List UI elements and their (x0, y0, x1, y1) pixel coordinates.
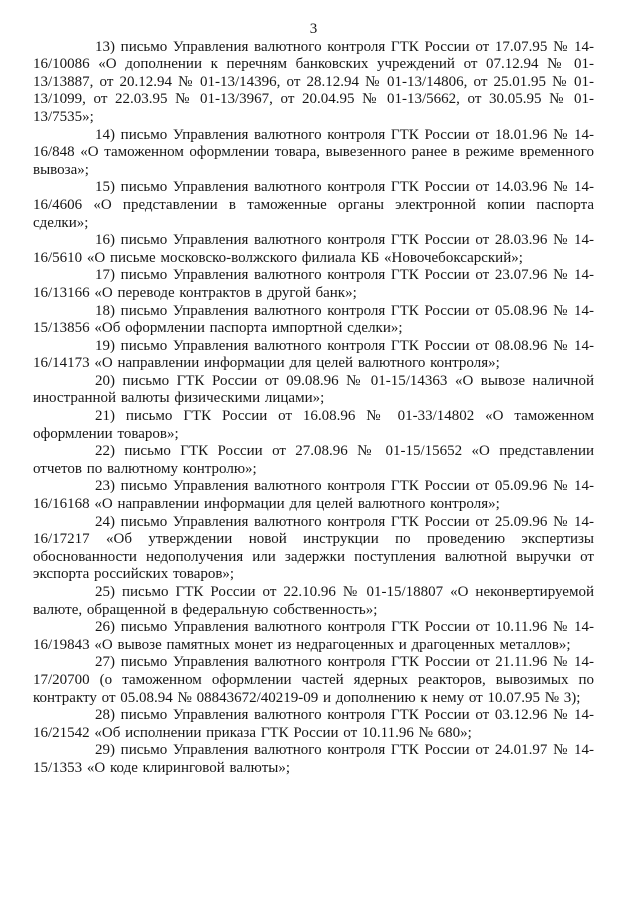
list-item-25: 25) письмо ГТК России от 22.10.96 № 01-15/18807 «О неконвертируемой валюте, обращенной в федеральную собственность»; (33, 584, 594, 618)
list-item-22: 22) письмо ГТК России от 27.08.96 № 01-15/15652 «О представлении отчетов по валютному контролю»; (33, 443, 594, 477)
list-item-14: 14) письмо Управления валютного контроля ГТК России от 18.01.96 № 14-16/848 «О таможенном оформлении товара, вывезенного ранее в режиме временного вывоза»; (33, 126, 594, 178)
list-item-21: 21) письмо ГТК России от 16.08.96 № 01-33/14802 «О таможенном оформлении товаров»; (33, 408, 594, 442)
list-item-29: 29) письмо Управления валютного контроля ГТК России от 24.01.97 № 14-15/1353 «О коде клиринговой валюты»; (33, 742, 594, 776)
list-item-27: 27) письмо Управления валютного контроля ГТК России от 21.11.96 № 14-17/20700 (о таможенном оформлении частей ядерных реакторов, вывозимых по контракту от 05.08.94 № 08843672/40219-09 и дополнению к нему от 10.07.95 № 3); (33, 654, 594, 706)
list-item-19: 19) письмо Управления валютного контроля ГТК России от 08.08.96 № 14-16/14173 «О направлении информации для целей валютного контроля»; (33, 337, 594, 372)
list-item-17: 17) письмо Управления валютного контроля ГТК России от 23.07.96 № 14-16/13166 «О переводе контрактов в другой банк»; (33, 267, 594, 301)
list-item-24: 24) письмо Управления валютного контроля ГТК России от 25.09.96 № 14-16/17217 «Об утверждении новой инструкции по проведению экспертизы обоснованности недополучения или задержки поступления валютной выручки от экспорта российских товаров»; (33, 513, 594, 583)
list-item-20: 20) письмо ГТК России от 09.08.96 № 01-15/14363 «О вывозе наличной иностранной валюты физическими лицами»; (33, 372, 594, 407)
page-number: 3 (309, 21, 318, 37)
list-item-26: 26) письмо Управления валютного контроля ГТК России от 10.11.96 № 14-16/19843 «О вывозе памятных монет из недрагоценных и драгоценных металлов»; (33, 619, 594, 653)
list-item-13: 13) письмо Управления валютного контроля ГТК России от 17.07.95 № 14-16/10086 «О дополнении к перечням банковских учреждений от 07.12.94 № 01-13/13887, от 20.12.94 № 01-13/14396, от 28.12.94 № 01-13/14806, от 25.01.95 № 01-13/1099, от 22.03.95 № 01-13/3967, от 20.04.95 № 01-13/5662, от 30.05.95 № 01-13/7535»; (33, 38, 594, 125)
list-item-15: 15) письмо Управления валютного контроля ГТК России от 14.03.96 № 14-16/4606 «О представлении в таможенные органы электронной копии паспорта сделки»; (33, 179, 594, 231)
list-item-16: 16) письмо Управления валютного контроля ГТК России от 28.03.96 № 14-16/5610 «О письме московско-волжского филиала КБ «Новочебоксарский»; (33, 232, 594, 266)
list-item-28: 28) письмо Управления валютного контроля ГТК России от 03.12.96 № 14-16/21542 «Об исполнении приказа ГТК России от 10.11.96 № 680»; (33, 707, 594, 741)
list-item-23: 23) письмо Управления валютного контроля ГТК России от 05.09.96 № 14-16/16168 «О направлении информации для целей валютного контроля»; (33, 478, 594, 513)
document-body (33, 39, 594, 778)
list-item-18: 18) письмо Управления валютного контроля ГТК России от 05.08.96 № 14-15/13856 «Об оформлении паспорта импортной сделки»; (33, 302, 594, 337)
